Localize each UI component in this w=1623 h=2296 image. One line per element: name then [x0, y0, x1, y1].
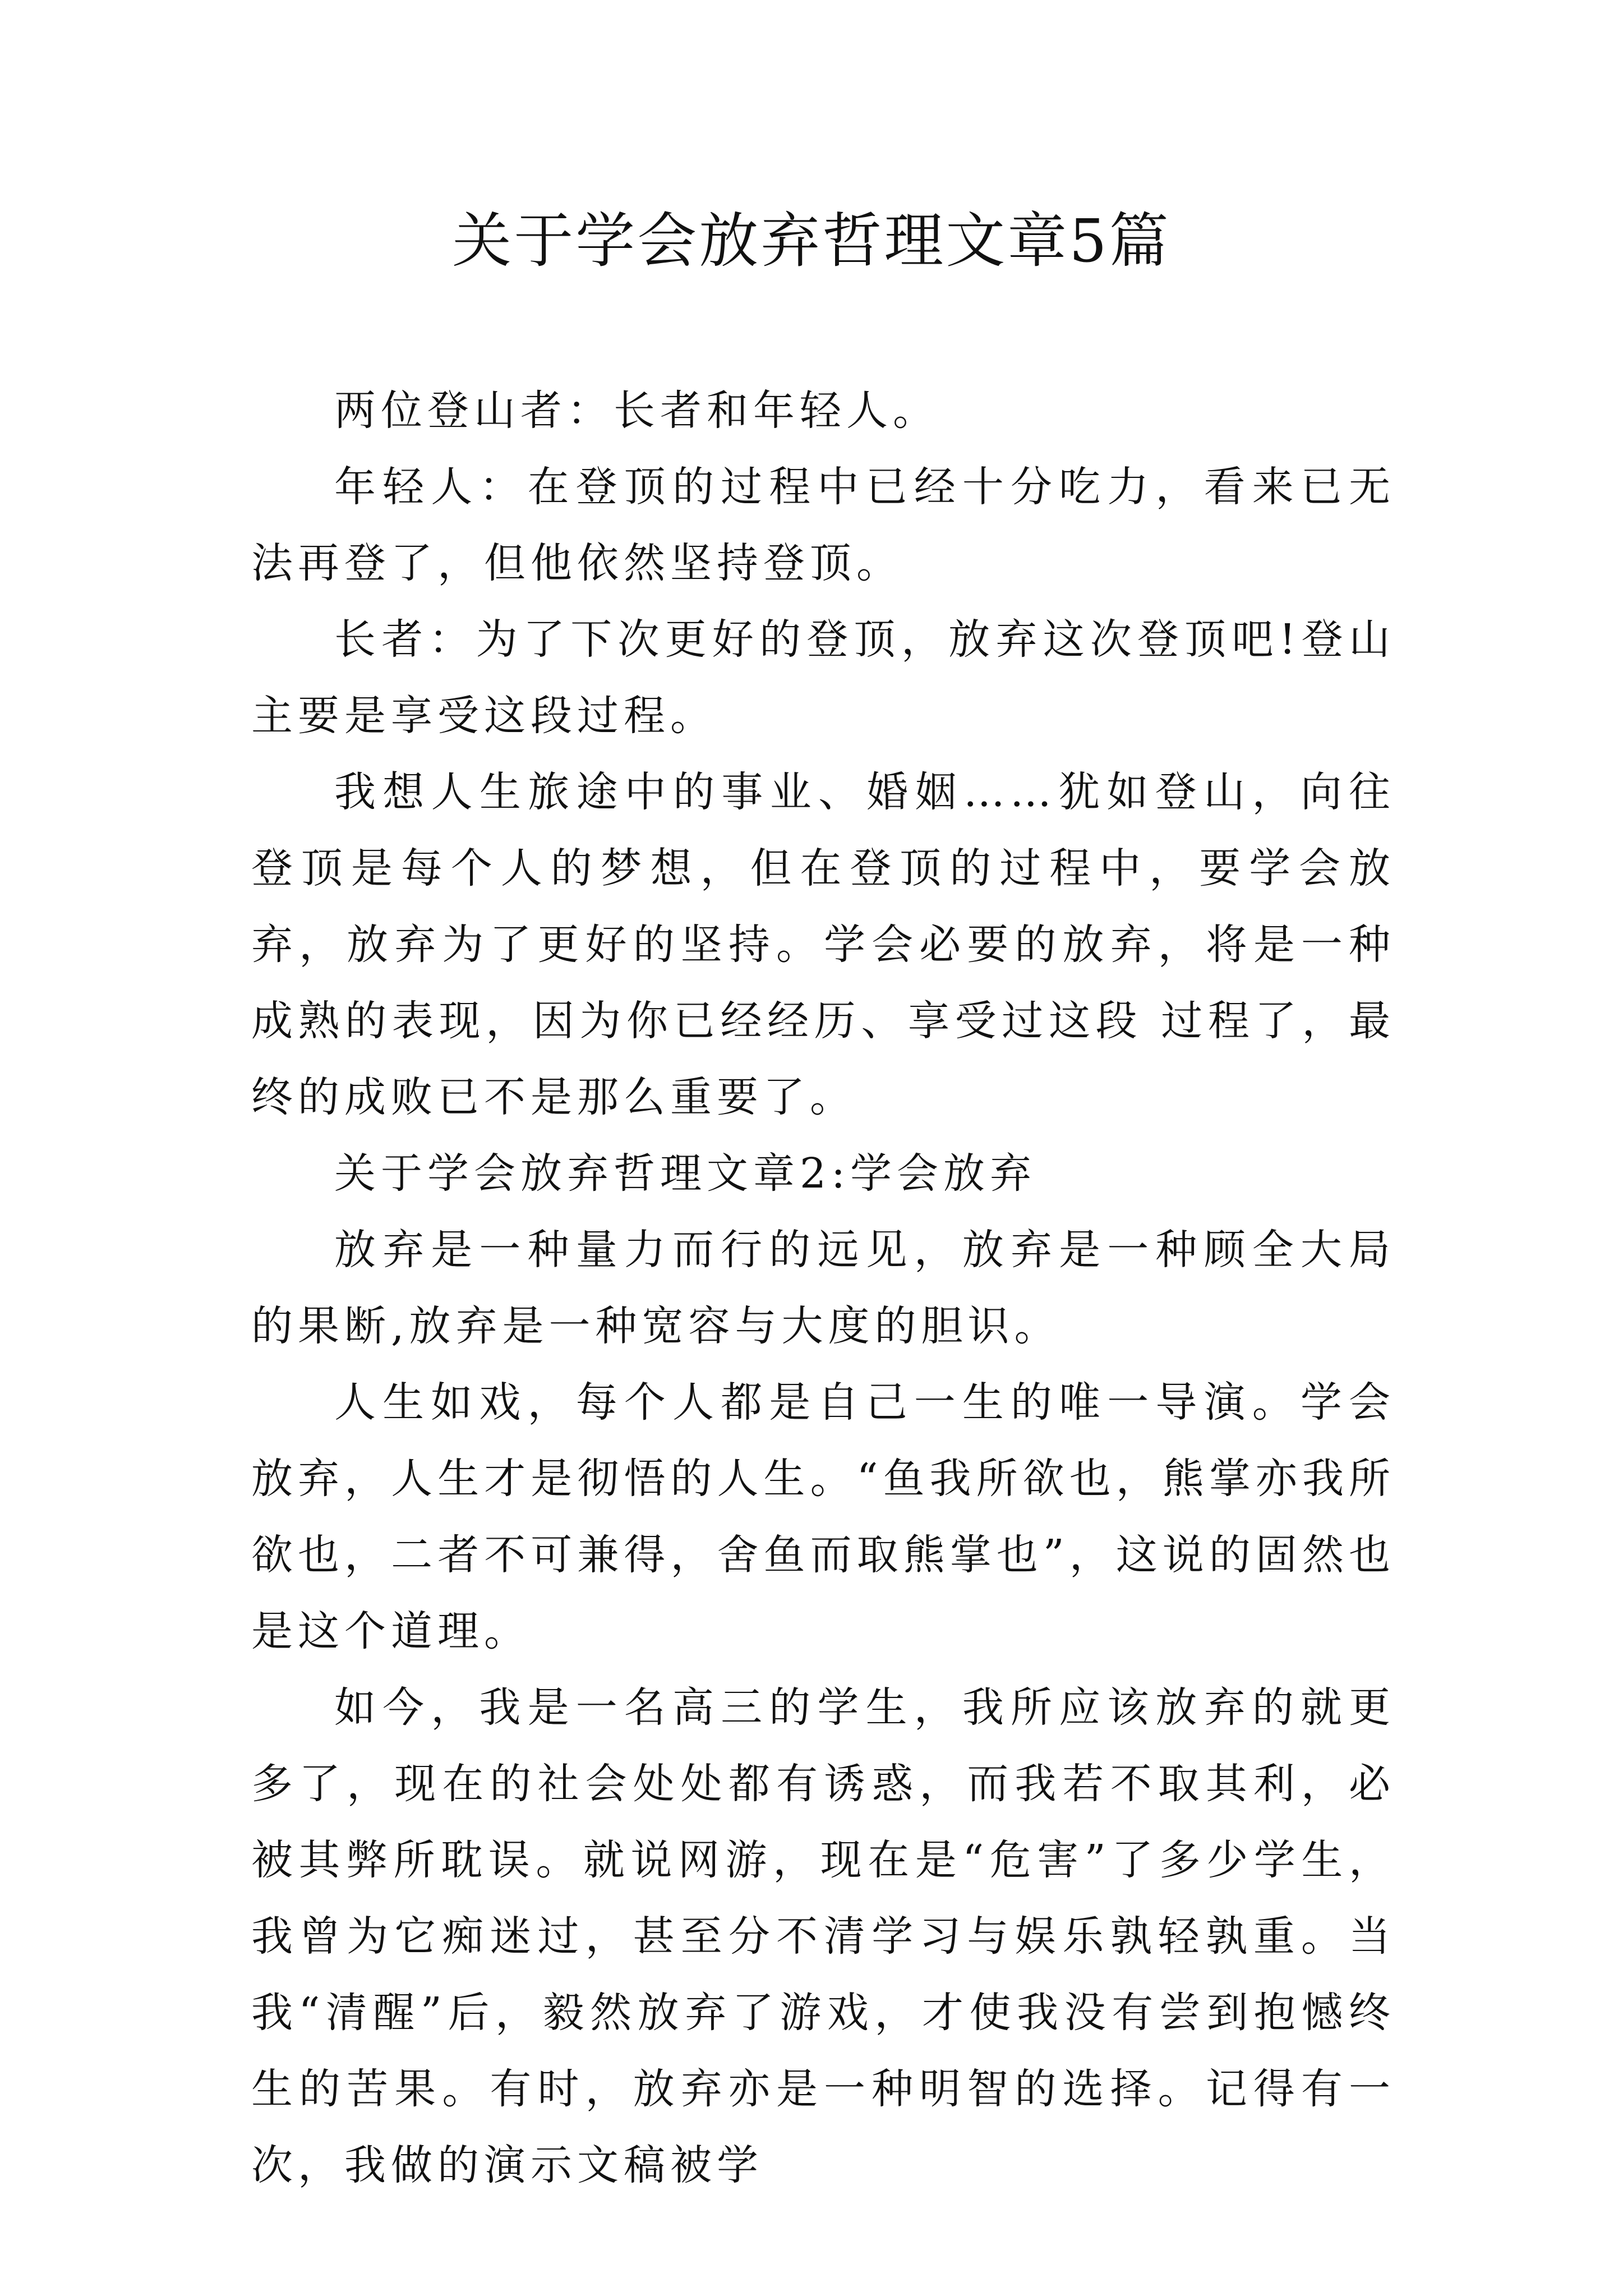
paragraph-4: 我想人生旅途中的事业、婚姻……犹如登山，向往登顶是每个人的梦想，但在登顶的过程中，要学会放弃，放弃为了更好的坚持。学会必要的放弃，将是一种成熟的表现，因为你已经经历、享受过这段 过程了，最终的成败已不是那么重要了。: [251, 768, 1395, 1121]
paragraph-6: 人生如戏，每个人都是自己一生的唯一导演。学会放弃，人生才是彻悟的人生。“鱼我所欲也，熊掌亦我所欲也，二者不可兼得，舍鱼而取熊掌也”，这说的固然也是这个道理。: [251, 1378, 1395, 1655]
paragraph-3: 长者：为了下次更好的登顶，放弃这次登顶吧!登山主要是享受这段过程。: [251, 615, 1395, 740]
paragraph-7: 如今，我是一名高三的学生，我所应该放弃的就更多了，现在的社会处处都有诱惑，而我若不取其利，必被其弊所耽误。就说网游，现在是“危害”了多少学生，我曾为它痴迷过，甚至分不清学习与娱乐孰轻孰重。当我“清醒”后，毅然放弃了游戏，才使我没有尝到抱憾终生的苦果。有时，放弃亦是一种明智的选择。记得有一次，我做的演示文稿被学: [251, 1683, 1395, 2189]
paragraph-2: 年轻人：在登顶的过程中已经十分吃力，看来已无法再登了，但他依然坚持登顶。: [251, 463, 1395, 587]
article-body: [251, 372, 1395, 2203]
section-heading-2: 关于学会放弃哲理文章2:学会放弃: [334, 1149, 1037, 1198]
page-title: 关于学会放弃哲理文章5篇: [452, 206, 1171, 275]
paragraph-5: 放弃是一种量力而行的远见，放弃是一种顾全大局的果断,放弃是一种宽容与大度的胆识。: [251, 1226, 1395, 1350]
paragraph-1: 两位登山者：长者和年轻人。: [334, 386, 939, 435]
